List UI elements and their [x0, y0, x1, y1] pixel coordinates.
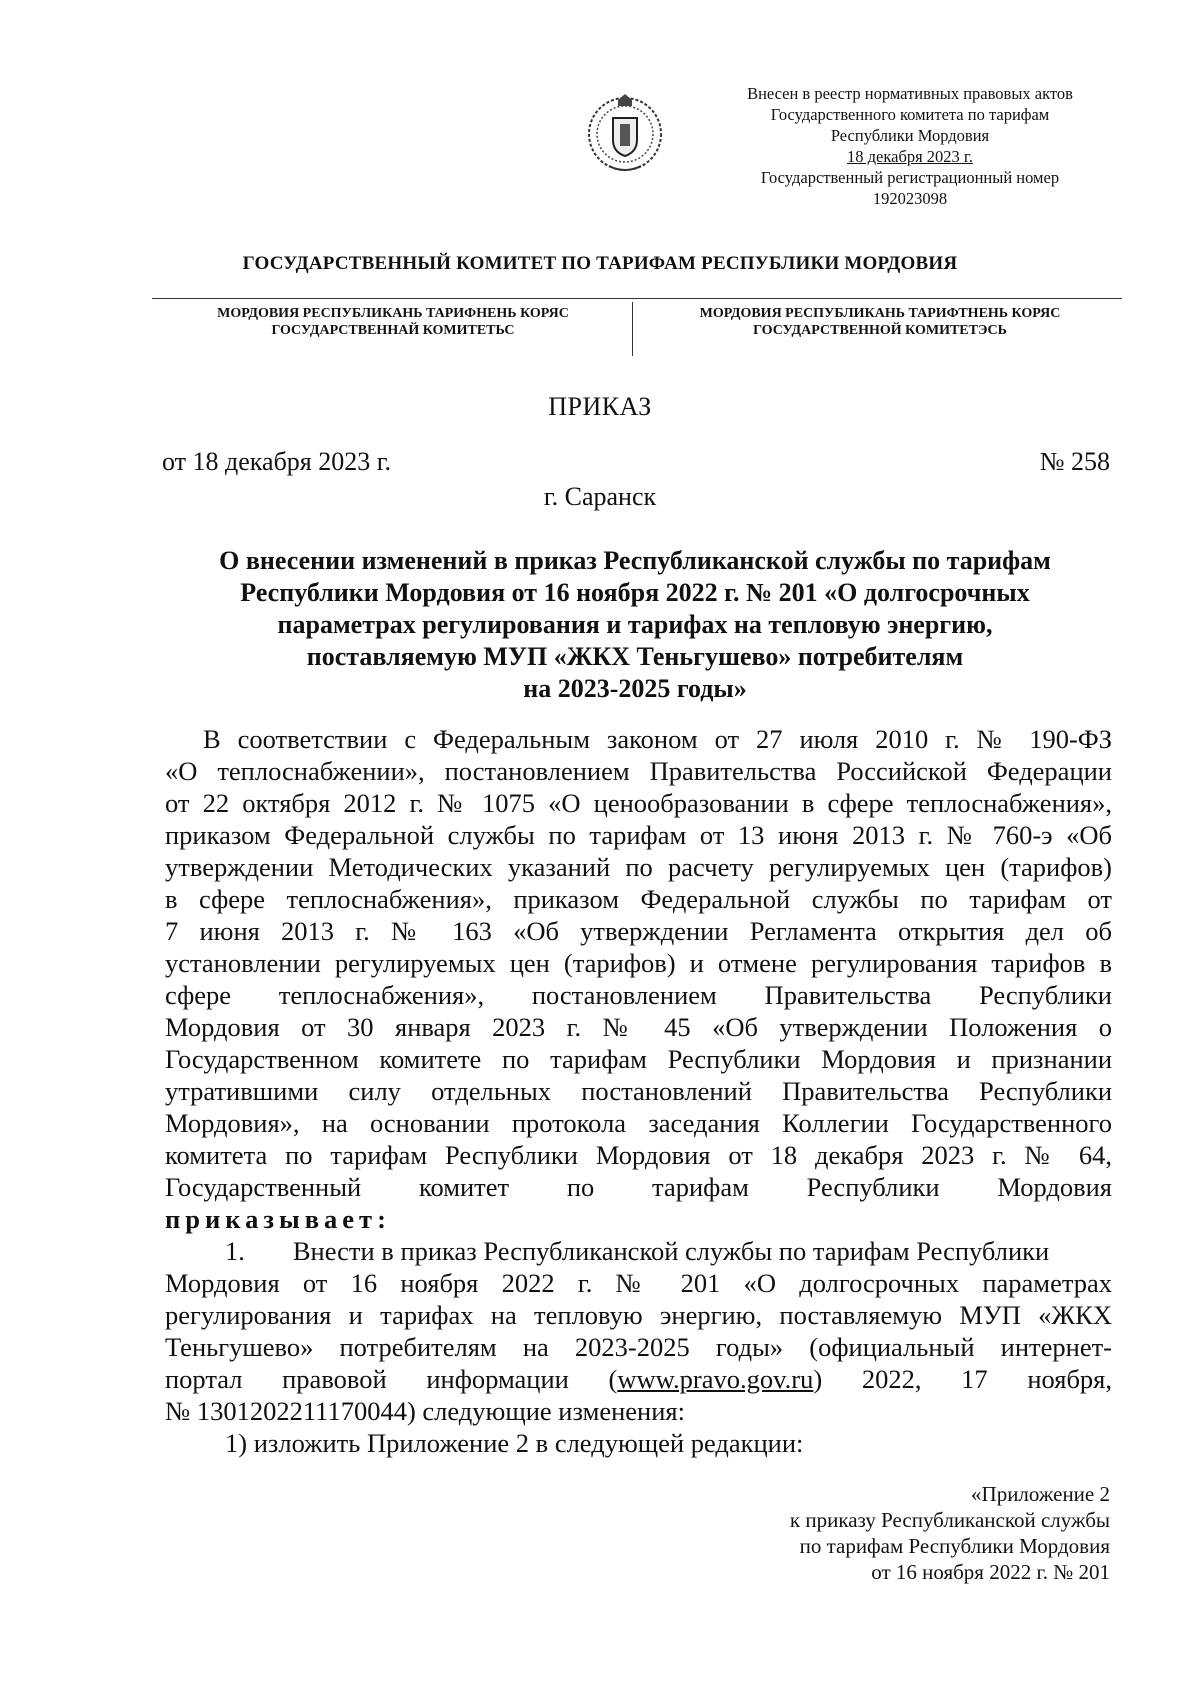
body-line: комитета по тарифам Республики Мордовия от 18 декабря 2023 г. № 64,	[165, 1140, 1112, 1170]
order-city: г. Саранск	[543, 482, 657, 511]
body-line: утверждении Методических указаний по расчету регулируемых цен (тарифов)	[165, 852, 1112, 882]
agency-name: ГОСУДАРСТВЕННЫЙ КОМИТЕТ ПО ТАРИФАМ РЕСПУБЛИКИ МОРДОВИЯ	[242, 253, 958, 274]
item-1-text: Внести в приказ Республиканской службы по тарифам Республики	[292, 1236, 1050, 1266]
body-line: Мордовия от 30 января 2023 г. № 45 «Об утверждении Положения о	[165, 1012, 1112, 1042]
body-line: Мордовия», на основании протокола заседания Коллегии Государственного	[165, 1108, 1112, 1138]
registry-stamp	[700, 83, 1120, 209]
portal-line: портал правовой информации (www.pravo.gov.ru) 2022, 17 ноября,	[165, 1364, 1112, 1394]
sub-item-1: 1) изложить Приложение 2 в следующей редакции:	[225, 1428, 804, 1458]
pravo-link[interactable]: www.pravo.gov.ru	[617, 1364, 814, 1394]
body-line: 7 июня 2013 г. № 163 «Об утверждении Регламента открытия дел об	[165, 916, 1112, 946]
registry-date: 18 декабря 2023 г.	[847, 147, 973, 166]
body-line: в сфере теплоснабжения», приказом Федеральной службы по тарифам от	[165, 884, 1112, 914]
item-1-line	[165, 1235, 1112, 1267]
order-date-row	[162, 447, 1110, 477]
body-line: установлении регулируемых цен (тарифов) и отмене регулирования тарифов в	[165, 948, 1112, 978]
body-line: регулирования и тарифах на тепловую энергию, поставляемую МУП «ЖКХ	[165, 1300, 1112, 1330]
body-line: № 1301202211170044) следующие изменения:	[165, 1396, 685, 1426]
order-number: № 258	[1039, 447, 1110, 476]
registry-line: Республики Мордовия	[830, 126, 990, 145]
header-vertical-divider	[632, 302, 633, 356]
registry-line: Государственного комитета по тарифам	[770, 105, 1050, 124]
agency-name-erzya: МОРДОВИЯ РЕСПУБЛИКАНЬ ТАРИФТНЕНЬ КОРЯС ГОСУДАРСТВЕННОЙ КОМИТЕТЭСЬ	[699, 306, 1061, 338]
body-line: Мордовия от 16 ноября 2022 г. № 201 «О долгосрочных параметрах	[165, 1268, 1112, 1298]
body-line: В соответствии с Федеральным законом от 27 июля 2010 г. № 190-ФЗ	[203, 724, 1112, 754]
document-body	[165, 723, 1112, 1459]
document-type: ПРИКАЗ	[548, 392, 652, 421]
registry-line: Внесен в реестр нормативных правовых актов	[747, 84, 1073, 103]
body-line: утратившими силу отдельных постановлений Правительства Республики	[165, 1076, 1112, 1106]
item-1-number: 1.	[225, 1236, 245, 1266]
coat-of-arms-icon	[585, 90, 665, 178]
body-line: «О теплоснабжении», постановлением Правительства Российской Федерации	[165, 756, 1112, 786]
registry-line: Государственный регистрационный номер	[760, 168, 1060, 187]
body-line: от 22 октября 2012 г. № 1075 «О ценообразовании в сфере теплоснабжения»,	[165, 788, 1112, 818]
agency-name-moksha: МОРДОВИЯ РЕСПУБЛИКАНЬ ТАРИФНЕНЬ КОРЯС ГОСУДАРСТВЕННАЙ КОМИТЕТЬС	[217, 306, 569, 338]
header-divider	[152, 298, 1122, 299]
body-line: сфере теплоснабжения», постановлением Правительства Республики	[165, 980, 1112, 1010]
body-line: Государственном комитете по тарифам Республики Мордовия и признании	[165, 1044, 1112, 1074]
orders-word: приказывает:	[165, 1204, 391, 1234]
document-title: О внесении изменений в приказ Республиканской службы по тарифам Республики Мордовия от 16 ноября 2022 г. № 201 «О долгосрочных параметрах регулирования и тарифах на тепловую энергию, поставляемую МУП «ЖКХ Теньгушево» потребителям на 2023-2025 годы»	[219, 546, 1051, 703]
body-line: Теньгушево» потребителям на 2023-2025 годы» (официальный интернет-	[165, 1332, 1112, 1362]
body-line: приказом Федеральной службы по тарифам от 13 июня 2013 г. № 760-э «Об	[165, 820, 1112, 850]
order-date: от 18 декабря 2023 г.	[162, 447, 391, 476]
body-line: Государственный комитет по тарифам Республики Мордовия	[165, 1172, 1112, 1202]
appendix-header: «Приложение 2 к приказу Республиканской службы по тарифам Республики Мордовия от 16 ноября 2022 г. № 201	[789, 1482, 1110, 1584]
registry-number: 192023098	[872, 189, 948, 208]
